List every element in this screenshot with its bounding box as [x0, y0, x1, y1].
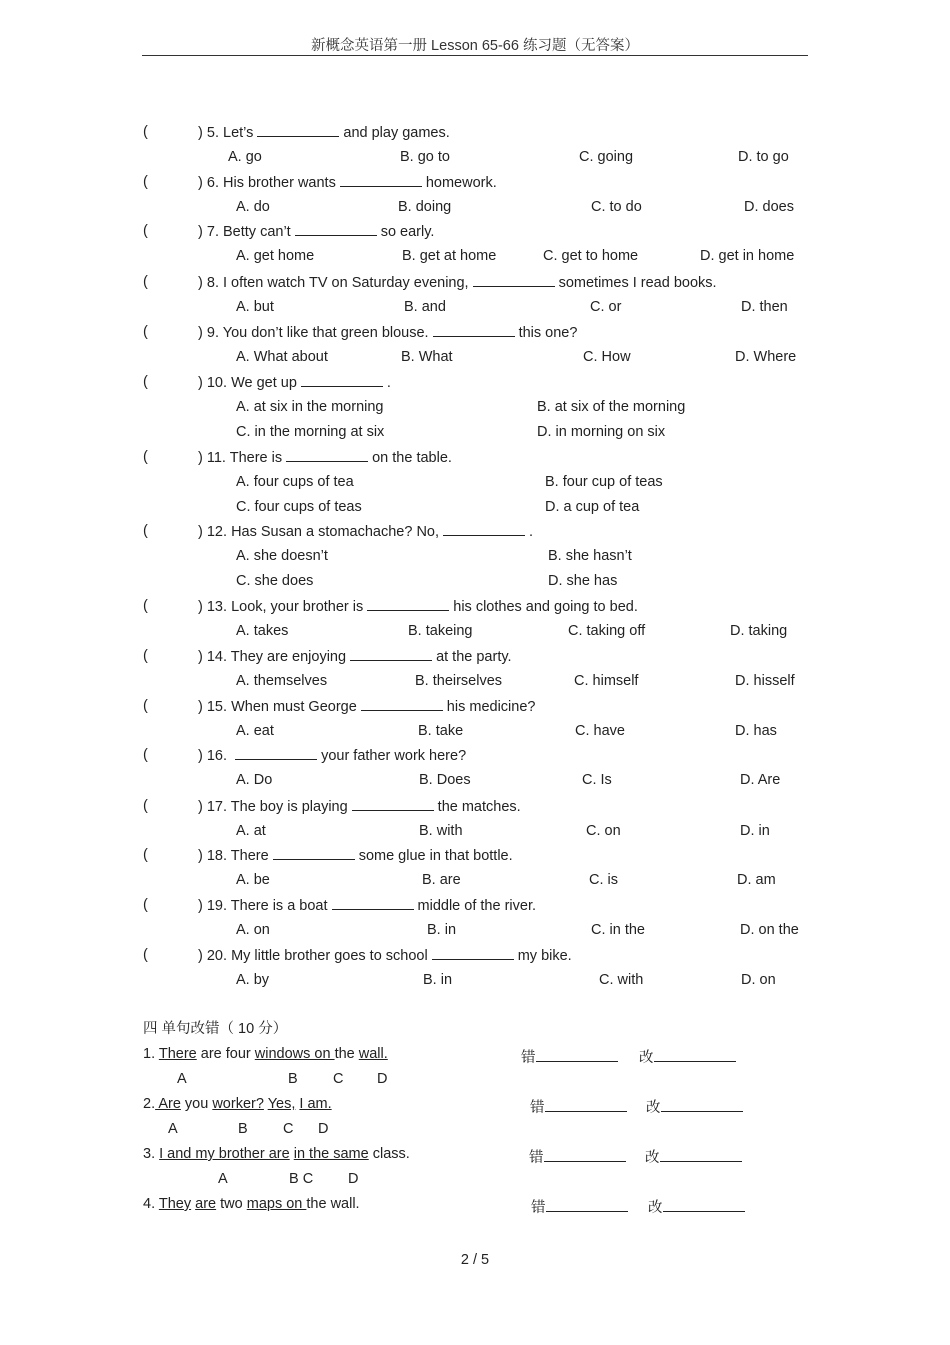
option-b[interactable]: B. Does: [419, 772, 471, 788]
question-stem: ) 10. We get up .: [198, 375, 391, 391]
question-stem: ) 16. your father work here?: [198, 748, 467, 764]
wrong-field: [531, 1196, 628, 1217]
option-a[interactable]: A. themselves: [236, 673, 328, 689]
option-c[interactable]: C. have: [575, 723, 625, 739]
option-c[interactable]: C. she does: [236, 573, 314, 589]
fill-blank[interactable]: [257, 124, 339, 137]
question-20: [143, 947, 803, 967]
wrong-blank[interactable]: [545, 1099, 627, 1112]
option-b[interactable]: B. are: [422, 872, 461, 888]
question-stem: ) 20. My little brother goes to school my bike.: [198, 948, 572, 964]
question-text-before: They are enjoying: [230, 649, 347, 665]
option-a[interactable]: A. do: [236, 199, 270, 215]
option-c[interactable]: C. taking off: [568, 623, 646, 639]
error-sentence-1: [143, 1046, 388, 1062]
question-17: [143, 798, 803, 818]
option-a[interactable]: A. by: [236, 972, 270, 988]
option-b[interactable]: B. theirselves: [415, 673, 503, 689]
question-number: 14: [206, 649, 223, 665]
option-b[interactable]: B. doing: [398, 199, 452, 215]
question-text-after: this one?: [518, 325, 578, 341]
option-c[interactable]: C. himself: [574, 673, 639, 689]
wrong-blank[interactable]: [544, 1149, 626, 1162]
answer-paren-open: (: [143, 648, 148, 664]
wrong-field: [529, 1146, 626, 1167]
option-b[interactable]: B. four cup of teas: [545, 474, 663, 490]
option-d[interactable]: D. taking: [730, 623, 788, 639]
option-a[interactable]: A. at: [236, 823, 266, 839]
question-text-before: There: [230, 848, 269, 864]
question-stem: ) 19. There is a boat middle of the river.: [198, 898, 537, 914]
wrong-label: 错: [530, 1100, 545, 1116]
fill-blank[interactable]: [433, 324, 515, 337]
question-text-before: Let’s: [223, 125, 254, 141]
question-text-before: Betty can’t: [223, 224, 291, 240]
segment-letter: C: [283, 1121, 294, 1137]
question-19: [143, 897, 803, 917]
wrong-label: 错: [531, 1200, 546, 1216]
option-b[interactable]: B. she hasn’t: [548, 548, 632, 564]
question-text-after: at the party.: [436, 649, 512, 665]
sentence-text: 1.: [143, 1046, 159, 1062]
underlined-segment: They: [158, 1196, 192, 1212]
question-13: [143, 598, 803, 618]
question-number: 20: [206, 948, 223, 964]
question-8: [143, 274, 803, 294]
question-number: 11: [206, 450, 222, 466]
option-d[interactable]: D. Where: [735, 349, 797, 365]
underlined-segment: are: [195, 1196, 217, 1212]
option-b[interactable]: B. and: [404, 299, 446, 315]
question-number: 15: [206, 699, 223, 715]
segment-letter: A: [218, 1171, 228, 1187]
fill-blank[interactable]: [235, 747, 317, 760]
question-number: 17: [206, 799, 223, 815]
answer-paren-open: (: [143, 324, 148, 340]
option-d[interactable]: D. then: [741, 299, 788, 315]
fill-blank[interactable]: [352, 798, 434, 811]
underlined-segment: windows on: [254, 1046, 335, 1062]
sentence-text: two: [216, 1196, 247, 1212]
option-a[interactable]: A. she doesn’t: [236, 548, 328, 564]
fill-blank[interactable]: [367, 598, 449, 611]
fix-label: 改: [648, 1200, 663, 1216]
answer-paren-open: (: [143, 798, 148, 814]
question-stem: ) 13. Look, your brother is his clothes and going to bed.: [198, 599, 638, 615]
question-text-before: There is: [229, 450, 283, 466]
segment-letter: B: [288, 1071, 298, 1087]
underlined-segment: Are: [155, 1096, 181, 1112]
question-18: [143, 847, 803, 867]
segment-letter: A: [168, 1121, 178, 1137]
underlined-segment: I am.: [299, 1096, 332, 1112]
question-text-before: The boy is playing: [230, 799, 348, 815]
option-a[interactable]: A. takes: [236, 623, 289, 639]
page-header: 新概念英语第一册 Lesson 65-66 练习题（无答案）: [311, 38, 639, 54]
sentence-text: are four: [196, 1046, 255, 1062]
option-b[interactable]: B. at six of the morning: [537, 399, 686, 415]
option-c[interactable]: C. Is: [582, 772, 612, 788]
fix-field: [645, 1146, 742, 1167]
option-b[interactable]: B. get at home: [402, 248, 497, 264]
answer-paren-open: (: [143, 523, 148, 539]
fill-blank[interactable]: [361, 698, 443, 711]
option-b[interactable]: B. in: [427, 922, 457, 938]
option-d[interactable]: D. she has: [548, 573, 618, 589]
sentence-text: 4.: [143, 1196, 159, 1212]
question-text-before: We get up: [231, 375, 297, 391]
fix-field: [648, 1196, 745, 1217]
question-9: [143, 324, 803, 344]
question-text-before: My little brother goes to school: [231, 948, 428, 964]
option-d[interactable]: D. does: [744, 199, 794, 215]
option-a[interactable]: A. on: [236, 922, 270, 938]
option-a[interactable]: A. eat: [236, 723, 274, 739]
question-stem: ) 5. Let’s and play games.: [198, 125, 450, 141]
option-a[interactable]: A. but: [236, 299, 274, 315]
fill-blank[interactable]: [350, 648, 432, 661]
option-b[interactable]: B. take: [418, 723, 464, 739]
sentence-text: the wall.: [306, 1196, 360, 1212]
question-12: [143, 523, 803, 543]
section-title: 四 单句改错（ 10 分）: [143, 1021, 288, 1037]
fix-label: 改: [645, 1150, 660, 1166]
answer-paren-open: (: [143, 124, 148, 140]
question-text-after: his medicine?: [446, 699, 536, 715]
segment-letter: D: [348, 1171, 359, 1187]
question-5: [143, 124, 803, 144]
option-c[interactable]: C. with: [599, 972, 644, 988]
question-text-after: sometimes I read books.: [558, 275, 717, 291]
answer-paren-open: (: [143, 274, 148, 290]
underlined-segment: There: [158, 1046, 197, 1062]
option-c[interactable]: C. on: [586, 823, 621, 839]
segment-letter: C: [333, 1071, 344, 1087]
segment-letter: D: [377, 1071, 388, 1087]
question-text-after: on the table.: [372, 450, 452, 466]
option-c[interactable]: C. going: [579, 149, 634, 165]
question-7: [143, 223, 803, 243]
fix-label: 改: [639, 1050, 654, 1066]
option-b[interactable]: B. What: [401, 349, 453, 365]
wrong-label: 错: [529, 1150, 544, 1166]
question-text-after: .: [386, 375, 391, 391]
question-text-before: Has Susan a stomachache? No,: [231, 524, 440, 540]
question-text-after: the matches.: [437, 799, 521, 815]
question-stem: ) 12. Has Susan a stomachache? No, .: [198, 524, 534, 540]
question-6: [143, 174, 803, 194]
sentence-text: class.: [368, 1146, 410, 1162]
wrong-label: 错: [521, 1050, 536, 1066]
question-text-before: When must George: [231, 699, 357, 715]
question-number: 10: [206, 375, 223, 391]
fill-blank[interactable]: [473, 274, 555, 287]
segment-letter: D: [318, 1121, 329, 1137]
fill-blank[interactable]: [340, 174, 422, 187]
question-text-after: and play games.: [343, 125, 450, 141]
answer-paren-open: (: [143, 947, 148, 963]
question-number: 12: [206, 524, 223, 540]
question-16: [143, 747, 803, 767]
answer-paren-open: (: [143, 449, 148, 465]
option-d[interactable]: D. hisself: [735, 673, 795, 689]
question-number: 6: [206, 175, 215, 191]
answer-paren-open: (: [143, 698, 148, 714]
option-a[interactable]: A. go: [228, 149, 262, 165]
question-10: [143, 374, 803, 394]
question-text-after: your father work here?: [321, 748, 467, 764]
underlined-segment: I and my brother are: [159, 1146, 290, 1162]
question-14: [143, 648, 803, 668]
option-c[interactable]: C. in the: [591, 922, 645, 938]
option-d[interactable]: D. has: [735, 723, 777, 739]
wrong-field: [530, 1096, 627, 1117]
option-d[interactable]: D. in morning on six: [537, 424, 666, 440]
option-a[interactable]: A. Do: [236, 772, 273, 788]
question-number: 9: [206, 325, 215, 341]
fix-blank[interactable]: [661, 1099, 743, 1112]
option-b[interactable]: B. takeing: [408, 623, 473, 639]
wrong-blank[interactable]: [546, 1199, 628, 1212]
question-text-before: His brother wants: [223, 175, 336, 191]
question-text-before: You don’t like that green blouse.: [222, 325, 429, 341]
option-a[interactable]: A. get home: [236, 248, 315, 264]
question-text-after: homework.: [425, 175, 497, 191]
option-a[interactable]: A. be: [236, 872, 270, 888]
question-text-after: some glue in that bottle.: [358, 848, 513, 864]
fix-blank[interactable]: [663, 1199, 745, 1212]
fill-blank[interactable]: [286, 449, 368, 462]
fix-field: [639, 1046, 736, 1067]
question-stem: ) 7. Betty can’t so early.: [198, 224, 435, 240]
error-sentence-3: [143, 1146, 410, 1162]
question-number: 13: [206, 599, 223, 615]
fix-blank[interactable]: [654, 1049, 736, 1062]
question-number: 19: [206, 898, 223, 914]
fix-blank[interactable]: [660, 1149, 742, 1162]
option-d[interactable]: D. am: [737, 872, 776, 888]
question-number: 8: [206, 275, 215, 291]
option-c[interactable]: C. get to home: [543, 248, 639, 264]
fill-blank[interactable]: [443, 523, 525, 536]
option-b[interactable]: B. go to: [400, 149, 450, 165]
question-stem: ) 9. You don’t like that green blouse. this one?: [198, 325, 578, 341]
option-d[interactable]: D. to go: [738, 149, 789, 165]
answer-paren-open: (: [143, 897, 148, 913]
fix-field: [646, 1096, 743, 1117]
option-c[interactable]: C. to do: [591, 199, 642, 215]
fix-label: 改: [646, 1100, 661, 1116]
question-text-before: There is a boat: [230, 898, 328, 914]
segment-letter: A: [177, 1071, 187, 1087]
error-sentence-4: [143, 1196, 360, 1212]
underlined-segment: wall.: [358, 1046, 388, 1062]
option-c[interactable]: C. in the morning at six: [236, 424, 385, 440]
page-number: 2 / 5: [460, 1252, 490, 1268]
fill-blank[interactable]: [273, 847, 355, 860]
question-number: 5: [206, 125, 215, 141]
underlined-segment: worker?: [212, 1096, 264, 1112]
question-15: [143, 698, 803, 718]
answer-paren-open: (: [143, 747, 148, 763]
answer-paren-open: (: [143, 374, 148, 390]
question-number: 16: [206, 748, 223, 764]
question-number: 7: [206, 224, 215, 240]
option-a[interactable]: A. at six in the morning: [236, 399, 384, 415]
question-stem: ) 17. The boy is playing the matches.: [198, 799, 521, 815]
option-d[interactable]: D. Are: [740, 772, 781, 788]
question-number: 18: [206, 848, 223, 864]
fill-blank[interactable]: [301, 374, 383, 387]
question-text-after: my bike.: [517, 948, 572, 964]
question-stem: ) 18. There some glue in that bottle.: [198, 848, 513, 864]
fill-blank[interactable]: [432, 947, 514, 960]
option-d[interactable]: D. in: [740, 823, 770, 839]
question-stem: ) 11. There is on the table.: [198, 450, 452, 466]
answer-paren-open: (: [143, 223, 148, 239]
option-d[interactable]: D. on: [741, 972, 776, 988]
question-text-after: .: [529, 524, 534, 540]
option-d[interactable]: D. get in home: [700, 248, 795, 264]
segment-letter: B C: [289, 1171, 314, 1187]
underlined-segment: maps on: [246, 1196, 307, 1212]
sentence-text: 2.: [143, 1096, 156, 1112]
answer-paren-open: (: [143, 174, 148, 190]
option-d[interactable]: D. on the: [740, 922, 799, 938]
header-rule: [142, 55, 808, 56]
option-c[interactable]: C. four cups of teas: [236, 499, 362, 515]
option-c[interactable]: C. How: [583, 349, 631, 365]
option-a[interactable]: A. four cups of tea: [236, 474, 354, 490]
sentence-text: you: [180, 1096, 213, 1112]
question-text-after: his clothes and going to bed.: [453, 599, 638, 615]
wrong-blank[interactable]: [536, 1049, 618, 1062]
fill-blank[interactable]: [295, 223, 377, 236]
question-text-after: middle of the river.: [417, 898, 537, 914]
underlined-segment: in the same: [293, 1146, 369, 1162]
answer-paren-open: (: [143, 598, 148, 614]
option-a[interactable]: A. What about: [236, 349, 328, 365]
question-stem: ) 8. I often watch TV on Saturday evening, sometimes I read books.: [198, 275, 717, 291]
question-stem: ) 15. When must George his medicine?: [198, 699, 536, 715]
segment-letter: B: [238, 1121, 248, 1137]
answer-paren-open: (: [143, 847, 148, 863]
option-c[interactable]: C. is: [589, 872, 618, 888]
option-b[interactable]: B. with: [419, 823, 463, 839]
question-11: [143, 449, 803, 469]
option-c[interactable]: C. or: [590, 299, 622, 315]
sentence-text: the: [334, 1046, 359, 1062]
question-text-before: I often watch TV on Saturday evening,: [223, 275, 469, 291]
question-stem: ) 6. His brother wants homework.: [198, 175, 497, 191]
underlined-segment: Yes,: [267, 1096, 296, 1112]
sentence-text: 3.: [143, 1146, 160, 1162]
question-text-before: Look, your brother is: [231, 599, 364, 615]
question-stem: ) 14. They are enjoying at the party.: [198, 649, 512, 665]
wrong-field: [521, 1046, 618, 1067]
fill-blank[interactable]: [332, 897, 414, 910]
error-sentence-2: [143, 1096, 332, 1112]
question-text-after: so early.: [380, 224, 435, 240]
option-b[interactable]: B. in: [423, 972, 453, 988]
option-d[interactable]: D. a cup of tea: [545, 499, 640, 515]
